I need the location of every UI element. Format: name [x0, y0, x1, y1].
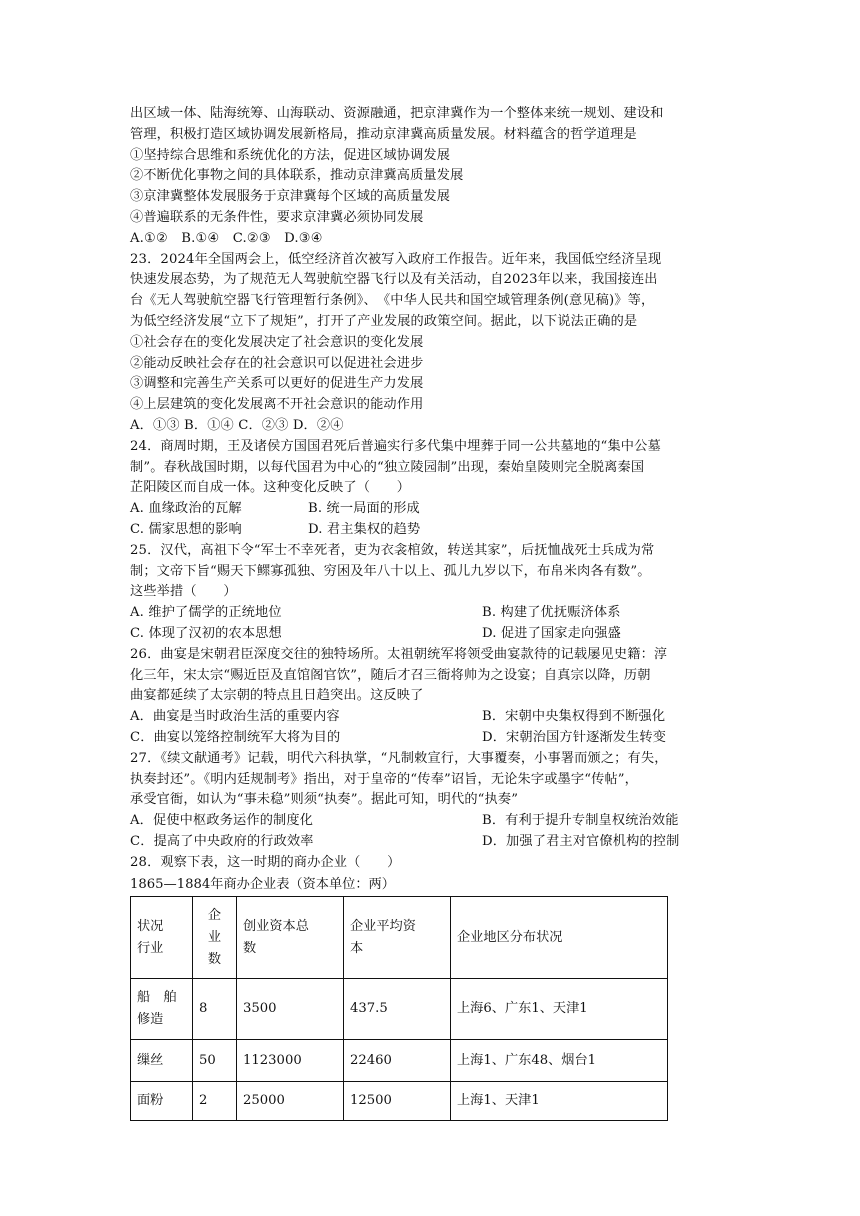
table-cell: 缫丝: [131, 1040, 193, 1082]
text-line: 管理，积极打造区域协调发展新格局，推动京津冀高质量发展。材料蕴含的哲学道理是: [130, 126, 637, 142]
question-26: [130, 645, 735, 707]
question-24: [130, 437, 735, 499]
question-22-continued: [130, 104, 735, 250]
table-cell: 上海1、广东48、烟台1: [451, 1040, 668, 1082]
text-line: ③京津冀整体发展服务于京津冀每个区域的高质量发展: [130, 189, 451, 205]
table-cell: 1123000: [237, 1040, 344, 1082]
header-cell: 企业地区分布状况: [451, 897, 668, 979]
table-row: [131, 1082, 668, 1121]
text-line: 快速发展态势，为了规范无人驾驶航空器飞行以及有关活动，自2023年以来，我国接连出: [130, 272, 658, 288]
table-cell: 50: [193, 1040, 237, 1082]
text-line: ②不断优化事物之间的具体联系，推动京津冀高质量发展: [130, 168, 464, 184]
text-line: 23．2024年全国两会上，低空经济首次被写入政府工作报告。近年来，我国低空经济呈现: [130, 251, 662, 267]
question-24-options: [130, 499, 735, 541]
table-cell: 2: [193, 1082, 237, 1121]
options-row: [130, 832, 735, 853]
answer-option: C．提高了中央政府的行政效率: [130, 833, 314, 849]
text-line: 化三年，宋太宗“赐近臣及直馆阁官饮”，随后才召三衙将帅为之设宴；自真宗以降，历朝: [130, 667, 651, 683]
exam-page: [130, 104, 735, 1121]
text-line: ④上层建筑的变化发展离不开社会意识的能动作用: [130, 397, 424, 413]
table-header-row: [131, 897, 668, 979]
text-line: ②能动反映社会存在的社会意识可以促进社会进步: [130, 355, 424, 371]
text-line: 曲宴都延续了太宗朝的特点且日趋突出。这反映了: [130, 688, 424, 704]
text-line: ①坚持综合思维和系统优化的方法，促进区域协调发展: [130, 147, 451, 163]
options-row: [130, 499, 735, 520]
question-27-options: [130, 811, 735, 853]
text-line: 制；文帝下旨“赐天下鳏寡孤独、穷困及年八十以上、孤儿九岁以下，布帛米肉各有数”。: [130, 563, 651, 579]
options-row: [130, 603, 735, 624]
text-line: 26．曲宴是宋朝君臣深度交往的独特场所。太祖朝统军将领受曲宴款待的记载屡见史籍：淳: [130, 646, 668, 662]
text-line: A.①② B.①④ C.②③ D.③④: [130, 230, 323, 246]
text-line: 27．《续文献通考》记载，明代六科执掌，“凡制敕宣行，大事覆奏，小事署而颁之；有失，: [130, 750, 668, 766]
table-cell: 12500: [344, 1082, 451, 1121]
answer-option: C．曲宴以笼络控制统军大将为目的: [130, 729, 341, 745]
header-cell: 创业资本总 数: [237, 897, 344, 979]
enterprise-table: [130, 896, 668, 1121]
answer-option: B. 构建了优抚赈济体系: [482, 605, 621, 621]
text-line: 芷阳陵区而自成一体。这种变化反映了（ ）: [130, 480, 411, 496]
answer-option: A．曲宴是当时政治生活的重要内容: [130, 709, 340, 725]
answer-option: D．宋朝治国方针逐渐发生转变: [482, 729, 667, 745]
table-cell: 25000: [237, 1082, 344, 1121]
answer-option: B．有利于提升专制皇权统治效能: [482, 813, 679, 829]
table-cell: 8: [193, 979, 237, 1040]
question-26-options: [130, 707, 735, 749]
text-line: 台《无人驾驶航空器飞行管理暂行条例》、 《中华人民共和国空域管理条例(意见稿)》等，: [130, 293, 655, 309]
table-cell: 船 舶 修造: [131, 979, 193, 1040]
text-line: 25．汉代，高祖下令“军士不幸死者，吏为衣衾棺敛，转送其家”，后抚恤战死士兵成为常: [130, 542, 655, 558]
table-row: [131, 1040, 668, 1082]
question-28: 28．观察下表，这一时期的商办企业（ ）: [130, 854, 401, 870]
text-line: ①社会存在的变化发展决定了社会意识的变化发展: [130, 334, 424, 350]
answer-option: A．促使中枢政务运作的制度化: [130, 813, 314, 829]
question-25: [130, 541, 735, 603]
text-line: A．①③ B．①④ C．②③ D．②④: [130, 417, 344, 433]
question-23: [130, 250, 735, 437]
table-cell: 437.5: [344, 979, 451, 1040]
text-line: 这些举措（ ）: [130, 584, 237, 600]
text-line: 为低空经济发展“立下了规矩”，打开了产业发展的政策空间。据此，以下说法正确的是: [130, 313, 638, 329]
table-cell: 3500: [237, 979, 344, 1040]
options-row: [130, 728, 735, 749]
header-cell: 状况 行业: [131, 897, 193, 979]
text-line: 制”。春秋战国时期，以每代国君为中心的“独立陵园制”出现，秦始皇陵则完全脱离秦国: [130, 459, 645, 475]
text-line: 承受官衙，如认为“事未稳”则须“执奏”。据此可知，明代的“执奏”: [130, 792, 519, 808]
text-line: ④普遍联系的无条件性，要求京津冀必须协同发展: [130, 209, 424, 225]
table-caption: 1865—1884年商办企业表（资本单位：两）: [130, 877, 395, 893]
answer-option: C. 儒家思想的影响: [130, 521, 242, 537]
answer-option: B. 统一局面的形成: [308, 501, 420, 517]
options-row: [130, 811, 735, 832]
options-row: [130, 707, 735, 728]
table-cell: 上海1、天津1: [451, 1082, 668, 1121]
answer-option: C. 体现了汉初的农本思想: [130, 625, 282, 641]
header-cell: 企 业 数: [193, 897, 237, 979]
answer-option: D. 促进了国家走向强盛: [482, 625, 621, 641]
question-25-options: [130, 603, 735, 645]
question-27: [130, 749, 735, 811]
options-row: [130, 520, 735, 541]
table-cell: 22460: [344, 1040, 451, 1082]
table-cell: 面粉: [131, 1082, 193, 1121]
text-line: 执奏封还”。《明内廷规制考》指出，对于皇帝的“传奉”诏旨，无论朱字或墨字“传帖”，: [130, 771, 639, 787]
header-cell: 企业平均资 本: [344, 897, 451, 979]
answer-option: D. 君主集权的趋势: [308, 521, 421, 537]
answer-option: D．加强了君主对官僚机构的控制: [482, 833, 680, 849]
text-line: ③调整和完善生产关系可以更好的促进生产力发展: [130, 376, 424, 392]
text-line: 出区域一体、陆海统筹、山海联动、资源融通，把京津冀作为一个整体来统一规划、建设和: [130, 106, 664, 121]
table-row: [131, 979, 668, 1040]
options-row: [130, 624, 735, 645]
table-cell: 上海6、广东1、天津1: [451, 979, 668, 1040]
answer-option: A. 维护了儒学的正统地位: [130, 605, 282, 621]
text-line: 24．商周时期，王及诸侯方国国君死后普遍实行多代集中埋葬于同一公共墓地的“集中公墓: [130, 438, 661, 454]
answer-option: A. 血缘政治的瓦解: [130, 501, 242, 517]
answer-option: B．宋朝中央集权得到不断强化: [482, 709, 666, 725]
